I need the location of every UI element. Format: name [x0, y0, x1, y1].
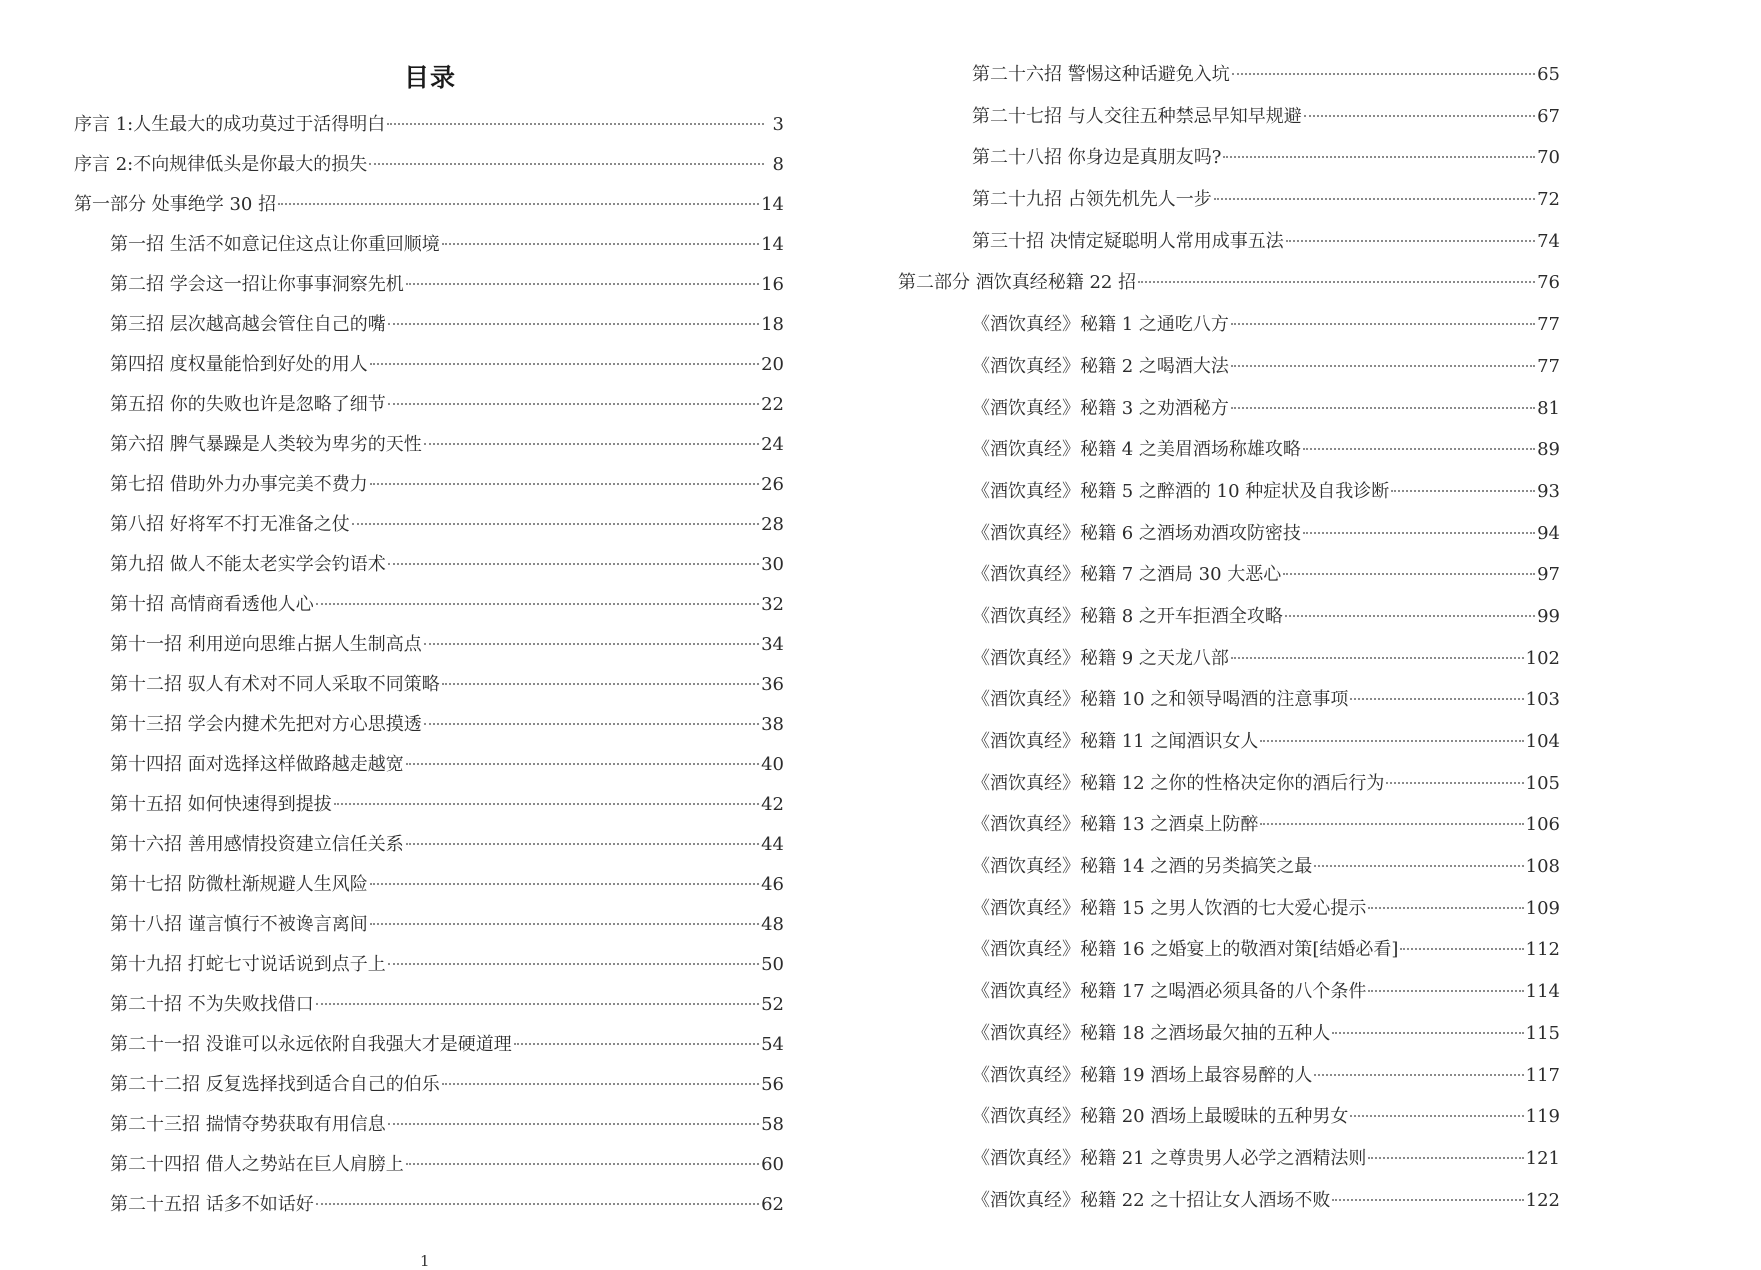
toc-entry-title: 《酒饮真经》秘籍 13 之酒桌上防醉 — [972, 814, 1259, 836]
toc-entry-title: 《酒饮真经》秘籍 20 酒场上最暧昧的五种男女 — [972, 1106, 1349, 1128]
toc-entry-page: 106 — [1525, 814, 1560, 836]
toc-entry-page: 44 — [761, 834, 784, 855]
dot-leader — [370, 362, 759, 365]
dot-leader — [406, 282, 759, 285]
toc-entry-page: 14 — [761, 234, 784, 255]
dot-leader — [1283, 572, 1535, 575]
toc-entry-page: 99 — [1537, 605, 1560, 627]
toc-entry-page: 30 — [761, 554, 784, 575]
toc-entry[interactable] — [74, 505, 784, 545]
toc-entry-page: 18 — [761, 314, 784, 335]
dot-leader — [388, 1122, 759, 1125]
toc-entry-page: 65 — [1537, 64, 1560, 85]
dot-leader — [1260, 822, 1523, 825]
toc-entry-page: 115 — [1525, 1022, 1560, 1044]
dot-leader — [316, 1002, 759, 1005]
toc-entry-page: 89 — [1537, 439, 1560, 461]
toc-entry[interactable] — [936, 638, 1560, 680]
toc-entry[interactable] — [936, 304, 1560, 346]
toc-entry[interactable] — [74, 945, 784, 985]
toc-entry-page: 60 — [761, 1154, 784, 1175]
toc-entry-title: 第十一招 利用逆向思维占据人生制高点 — [110, 634, 422, 655]
toc-entry[interactable] — [936, 1096, 1560, 1138]
toc-entry-title: 第十八招 谨言慎行不被谗言离间 — [110, 914, 368, 935]
dot-leader — [369, 162, 764, 165]
toc-entry-page: 114 — [1525, 981, 1560, 1003]
toc-entry-title: 第二十五招 话多不如话好 — [110, 1194, 314, 1215]
toc-entry-page: 105 — [1525, 772, 1560, 794]
dot-leader — [406, 762, 759, 765]
toc-entry-title: 第六招 脾气暴躁是人类较为卑劣的天性 — [110, 434, 422, 455]
toc-entry-page: 104 — [1525, 731, 1560, 752]
toc-entry-page: 46 — [761, 874, 784, 895]
toc-entry-page: 62 — [761, 1194, 784, 1215]
toc-entry-page: 26 — [761, 474, 784, 495]
toc-entry-title: 《酒饮真经》秘籍 14 之酒的另类搞笑之最 — [972, 856, 1313, 878]
toc-entry[interactable] — [74, 425, 784, 465]
toc-entry-page: 54 — [761, 1034, 784, 1055]
toc-section-entry[interactable] — [74, 105, 784, 145]
toc-entry-title: 第二十七招 与人交往五种禁忌早知早规避 — [972, 105, 1302, 127]
toc-entry-page: 56 — [761, 1074, 784, 1095]
toc-entry-title: 第二十三招 揣情夺势获取有用信息 — [110, 1114, 386, 1135]
dot-leader — [388, 322, 759, 325]
toc-entry-title: 《酒饮真经》秘籍 4 之美眉酒场称雄攻略 — [972, 439, 1301, 461]
toc-entry[interactable] — [74, 1025, 784, 1065]
toc-entry-page: 109 — [1525, 897, 1560, 919]
toc-entry-page: 67 — [1537, 105, 1560, 127]
toc-entry[interactable] — [936, 763, 1560, 805]
toc-entry-title: 《酒饮真经》秘籍 5 之醉酒的 10 种症状及自我诊断 — [972, 480, 1390, 502]
dot-leader — [1400, 947, 1523, 950]
toc-entry[interactable] — [74, 345, 784, 385]
toc-entry-title: 第九招 做人不能太老实学会钓语术 — [110, 554, 386, 575]
dot-leader — [1260, 739, 1523, 742]
toc-entry-page: 93 — [1537, 480, 1560, 502]
toc-entry[interactable] — [936, 54, 1560, 96]
toc-entry[interactable] — [74, 665, 784, 705]
toc-entry-page: 74 — [1537, 230, 1560, 252]
dot-leader — [1350, 697, 1523, 700]
dot-leader — [1231, 322, 1535, 325]
toc-entry-title: 《酒饮真经》秘籍 15 之男人饮酒的七大爱心提示 — [972, 897, 1367, 919]
toc-entry[interactable] — [936, 346, 1560, 388]
toc-entry[interactable] — [936, 96, 1560, 138]
toc-entry-page: 119 — [1525, 1106, 1560, 1128]
toc-entry[interactable] — [936, 221, 1560, 263]
toc-entry-page: 48 — [761, 914, 784, 935]
toc-entry-title: 第十七招 防微杜渐规避人生风险 — [110, 874, 368, 895]
dot-leader — [1368, 906, 1523, 909]
toc-entry-title: 《酒饮真经》秘籍 3 之劝酒秘方 — [972, 397, 1229, 419]
toc-entry-title: 《酒饮真经》秘籍 6 之酒场劝酒攻防密技 — [972, 522, 1301, 544]
dot-leader — [424, 442, 759, 445]
dot-leader — [1303, 447, 1535, 450]
dot-leader — [370, 882, 759, 885]
toc-entry-page: 50 — [761, 954, 784, 975]
dot-leader — [352, 522, 759, 525]
toc-entry-page: 22 — [761, 394, 784, 415]
toc-entry[interactable] — [74, 905, 784, 945]
toc-entry[interactable] — [936, 1013, 1560, 1055]
toc-entry[interactable] — [936, 1055, 1560, 1097]
toc-entry-page: 16 — [761, 274, 784, 295]
toc-entry-title: 序言 2:不向规律低头是你最大的损失 — [74, 154, 368, 175]
toc-title: 目录 — [403, 63, 456, 92]
dot-leader — [388, 562, 759, 565]
toc-entry[interactable] — [936, 388, 1560, 430]
toc-entry[interactable] — [74, 625, 784, 665]
toc-entry-title: 《酒饮真经》秘籍 11 之闻酒识女人 — [972, 731, 1259, 752]
toc-entry-page: 103 — [1525, 689, 1560, 711]
toc-entry[interactable] — [936, 179, 1560, 221]
dot-leader — [1314, 864, 1523, 867]
toc-entry-title: 《酒饮真经》秘籍 19 酒场上最容易醉的人 — [972, 1064, 1313, 1086]
toc-entry-title: 第二十四招 借人之势站在巨人肩膀上 — [110, 1154, 404, 1175]
dot-leader — [1138, 280, 1535, 283]
toc-entry[interactable] — [74, 745, 784, 785]
toc-entry-page: 108 — [1525, 856, 1560, 878]
page-number: 1 — [420, 1252, 430, 1270]
toc-entry-title: 第一招 生活不如意记住这点让你重回顺境 — [110, 234, 440, 255]
dot-leader — [1231, 656, 1524, 659]
dot-leader — [388, 962, 759, 965]
toc-entry[interactable] — [74, 465, 784, 505]
toc-entry-page: 72 — [1537, 189, 1560, 211]
toc-entry[interactable] — [74, 225, 784, 265]
toc-entry-page: 28 — [761, 514, 784, 535]
toc-entry[interactable] — [936, 554, 1560, 596]
toc-entry-title: 第二部分 酒饮真经秘籍 22 招 — [898, 272, 1137, 294]
toc-section-entry[interactable] — [74, 145, 784, 185]
toc-entry-page: 97 — [1537, 564, 1560, 586]
toc-list-left — [74, 105, 784, 1225]
toc-entry-page: 40 — [761, 754, 784, 775]
dot-leader — [1214, 197, 1535, 200]
dot-leader — [442, 1082, 759, 1085]
toc-entry[interactable] — [74, 785, 784, 825]
toc-entry[interactable] — [936, 971, 1560, 1013]
toc-entry-page: 3 — [772, 114, 784, 135]
toc-entry-page: 36 — [761, 674, 784, 695]
toc-entry-title: 《酒饮真经》秘籍 10 之和领导喝酒的注意事项 — [972, 689, 1349, 711]
toc-section-entry[interactable] — [74, 185, 784, 225]
toc-entry[interactable] — [74, 1105, 784, 1145]
dot-leader — [1285, 614, 1535, 617]
toc-entry-page: 94 — [1537, 522, 1560, 544]
toc-entry-page: 77 — [1537, 355, 1560, 377]
toc-entry[interactable] — [936, 1138, 1560, 1180]
toc-list-right — [898, 54, 1560, 1221]
toc-entry[interactable] — [74, 545, 784, 585]
toc-entry-page: 121 — [1525, 1147, 1560, 1169]
toc-entry[interactable] — [74, 1185, 784, 1225]
toc-entry-title: 《酒饮真经》秘籍 22 之十招让女人酒场不败 — [972, 1189, 1331, 1211]
toc-entry[interactable] — [936, 929, 1560, 971]
toc-entry-title: 第二招 学会这一招让你事事洞察先机 — [110, 274, 404, 295]
toc-entry-title: 第五招 你的失败也许是忽略了细节 — [110, 394, 386, 415]
toc-entry[interactable] — [936, 137, 1560, 179]
dot-leader — [1332, 1198, 1523, 1201]
toc-entry[interactable] — [936, 471, 1560, 513]
dot-leader — [1286, 239, 1535, 242]
toc-entry[interactable] — [74, 305, 784, 345]
dot-leader — [1304, 114, 1535, 117]
toc-entry-title: 《酒饮真经》秘籍 21 之尊贵男人必学之酒精法则 — [972, 1147, 1367, 1169]
toc-entry-title: 《酒饮真经》秘籍 1 之通吃八方 — [972, 314, 1229, 336]
toc-entry-title: 《酒饮真经》秘籍 16 之婚宴上的敬酒对策[结婚必看] — [972, 939, 1399, 961]
toc-entry-title: 《酒饮真经》秘籍 9 之天龙八部 — [972, 647, 1229, 669]
toc-entry[interactable] — [74, 585, 784, 625]
toc-entry-page: 117 — [1525, 1064, 1560, 1086]
toc-entry-page: 38 — [761, 714, 784, 735]
toc-entry-title: 第八招 好将军不打无准备之仗 — [110, 514, 350, 535]
dot-leader — [1314, 1073, 1523, 1076]
toc-entry[interactable] — [74, 385, 784, 425]
toc-entry[interactable] — [936, 1180, 1560, 1222]
toc-entry-page: 77 — [1537, 314, 1560, 336]
toc-entry-title: 《酒饮真经》秘籍 17 之喝酒必须具备的八个条件 — [972, 981, 1367, 1003]
dot-leader — [370, 482, 759, 485]
dot-leader — [406, 1162, 759, 1165]
dot-leader — [1368, 989, 1523, 992]
dot-leader — [1303, 531, 1535, 534]
toc-entry-title: 第三十招 决情定疑聪明人常用成事五法 — [972, 230, 1284, 252]
dot-leader — [1391, 489, 1535, 492]
dot-leader — [278, 202, 759, 205]
dot-leader — [1332, 1031, 1523, 1034]
toc-entry-title: 《酒饮真经》秘籍 8 之开车拒酒全攻略 — [972, 605, 1283, 627]
toc-entry[interactable] — [936, 513, 1560, 555]
toc-entry-title: 第七招 借助外力办事完美不费力 — [110, 474, 368, 495]
toc-entry-title: 第十三招 学会内揵术先把对方心思摸透 — [110, 714, 422, 735]
toc-entry-title: 第二十八招 你身边是真朋友吗? — [972, 147, 1222, 169]
toc-entry[interactable] — [936, 846, 1560, 888]
toc-entry-title: 《酒饮真经》秘籍 18 之酒场最欠抽的五种人 — [972, 1022, 1331, 1044]
dot-leader — [406, 842, 759, 845]
dot-leader — [442, 682, 759, 685]
toc-entry-title: 第十四招 面对选择这样做路越走越宽 — [110, 754, 404, 775]
toc-entry[interactable] — [936, 888, 1560, 930]
toc-entry[interactable] — [74, 265, 784, 305]
toc-entry-title: 第三招 层次越高越会管住自己的嘴 — [110, 314, 386, 335]
toc-entry[interactable] — [936, 721, 1560, 763]
dot-leader — [1223, 155, 1535, 158]
toc-entry-page: 8 — [772, 154, 784, 175]
toc-entry-page: 76 — [1537, 272, 1560, 294]
toc-entry-page: 112 — [1525, 939, 1560, 961]
dot-leader — [1350, 1114, 1523, 1117]
toc-entry[interactable] — [936, 596, 1560, 638]
toc-entry[interactable] — [74, 1065, 784, 1105]
toc-entry[interactable] — [74, 985, 784, 1025]
toc-entry-title: 《酒饮真经》秘籍 7 之酒局 30 大恶心 — [972, 564, 1282, 586]
toc-entry-title: 第十二招 驭人有术对不同人采取不同策略 — [110, 674, 440, 695]
dot-leader — [1231, 406, 1535, 409]
toc-entry-title: 《酒饮真经》秘籍 12 之你的性格决定你的酒后行为 — [972, 772, 1385, 794]
dot-leader — [388, 402, 759, 405]
toc-entry-page: 102 — [1525, 647, 1560, 669]
toc-entry-title: 序言 1:人生最大的成功莫过于活得明白 — [74, 114, 386, 135]
dot-leader — [514, 1042, 759, 1045]
toc-entry-title: 《酒饮真经》秘籍 2 之喝酒大法 — [972, 355, 1229, 377]
toc-entry-title: 第十五招 如何快速得到提拔 — [110, 794, 332, 815]
toc-entry-page: 58 — [761, 1114, 784, 1135]
dot-leader — [1232, 72, 1535, 75]
dot-leader — [424, 642, 759, 645]
toc-entry[interactable] — [74, 865, 784, 905]
dot-leader — [424, 722, 759, 725]
toc-entry-page: 32 — [761, 594, 784, 615]
dot-leader — [370, 922, 759, 925]
toc-entry-page: 122 — [1525, 1189, 1560, 1211]
dot-leader — [387, 122, 764, 125]
dot-leader — [1386, 781, 1523, 784]
toc-entry-title: 第二十招 不为失败找借口 — [110, 994, 314, 1015]
toc-entry-title: 第十招 高情商看透他人心 — [110, 594, 314, 615]
toc-entry-page: 20 — [761, 354, 784, 375]
toc-entry-page: 24 — [761, 434, 784, 455]
toc-entry[interactable] — [74, 825, 784, 865]
dot-leader — [1231, 364, 1535, 367]
toc-entry-title: 第二十一招 没谁可以永远依附自我强大才是硬道理 — [110, 1034, 512, 1055]
toc-entry[interactable] — [936, 679, 1560, 721]
toc-entry-title: 第十九招 打蛇七寸说话说到点子上 — [110, 954, 386, 975]
toc-entry-title: 第四招 度权量能恰到好处的用人 — [110, 354, 368, 375]
toc-entry[interactable] — [74, 705, 784, 745]
toc-entry-title: 第二十六招 警惕这种话避免入坑 — [972, 64, 1230, 85]
dot-leader — [442, 242, 759, 245]
toc-entry[interactable] — [74, 1145, 784, 1185]
dot-leader — [1368, 1156, 1523, 1159]
dot-leader — [316, 602, 759, 605]
toc-section-entry[interactable] — [898, 262, 1560, 304]
toc-entry-title: 第二十九招 占领先机先人一步 — [972, 189, 1212, 211]
toc-entry-page: 70 — [1537, 147, 1560, 169]
toc-entry-page: 52 — [761, 994, 784, 1015]
dot-leader — [334, 802, 759, 805]
toc-entry-page: 42 — [761, 794, 784, 815]
toc-entry-title: 第十六招 善用感情投资建立信任关系 — [110, 834, 404, 855]
toc-entry-page: 34 — [761, 634, 784, 655]
toc-entry-page: 81 — [1537, 397, 1560, 419]
toc-entry-page: 14 — [761, 194, 784, 215]
toc-entry[interactable] — [936, 804, 1560, 846]
toc-entry-title: 第二十二招 反复选择找到适合自己的伯乐 — [110, 1074, 440, 1095]
dot-leader — [316, 1202, 759, 1205]
toc-entry[interactable] — [936, 429, 1560, 471]
toc-entry-title: 第一部分 处事绝学 30 招 — [74, 194, 277, 215]
